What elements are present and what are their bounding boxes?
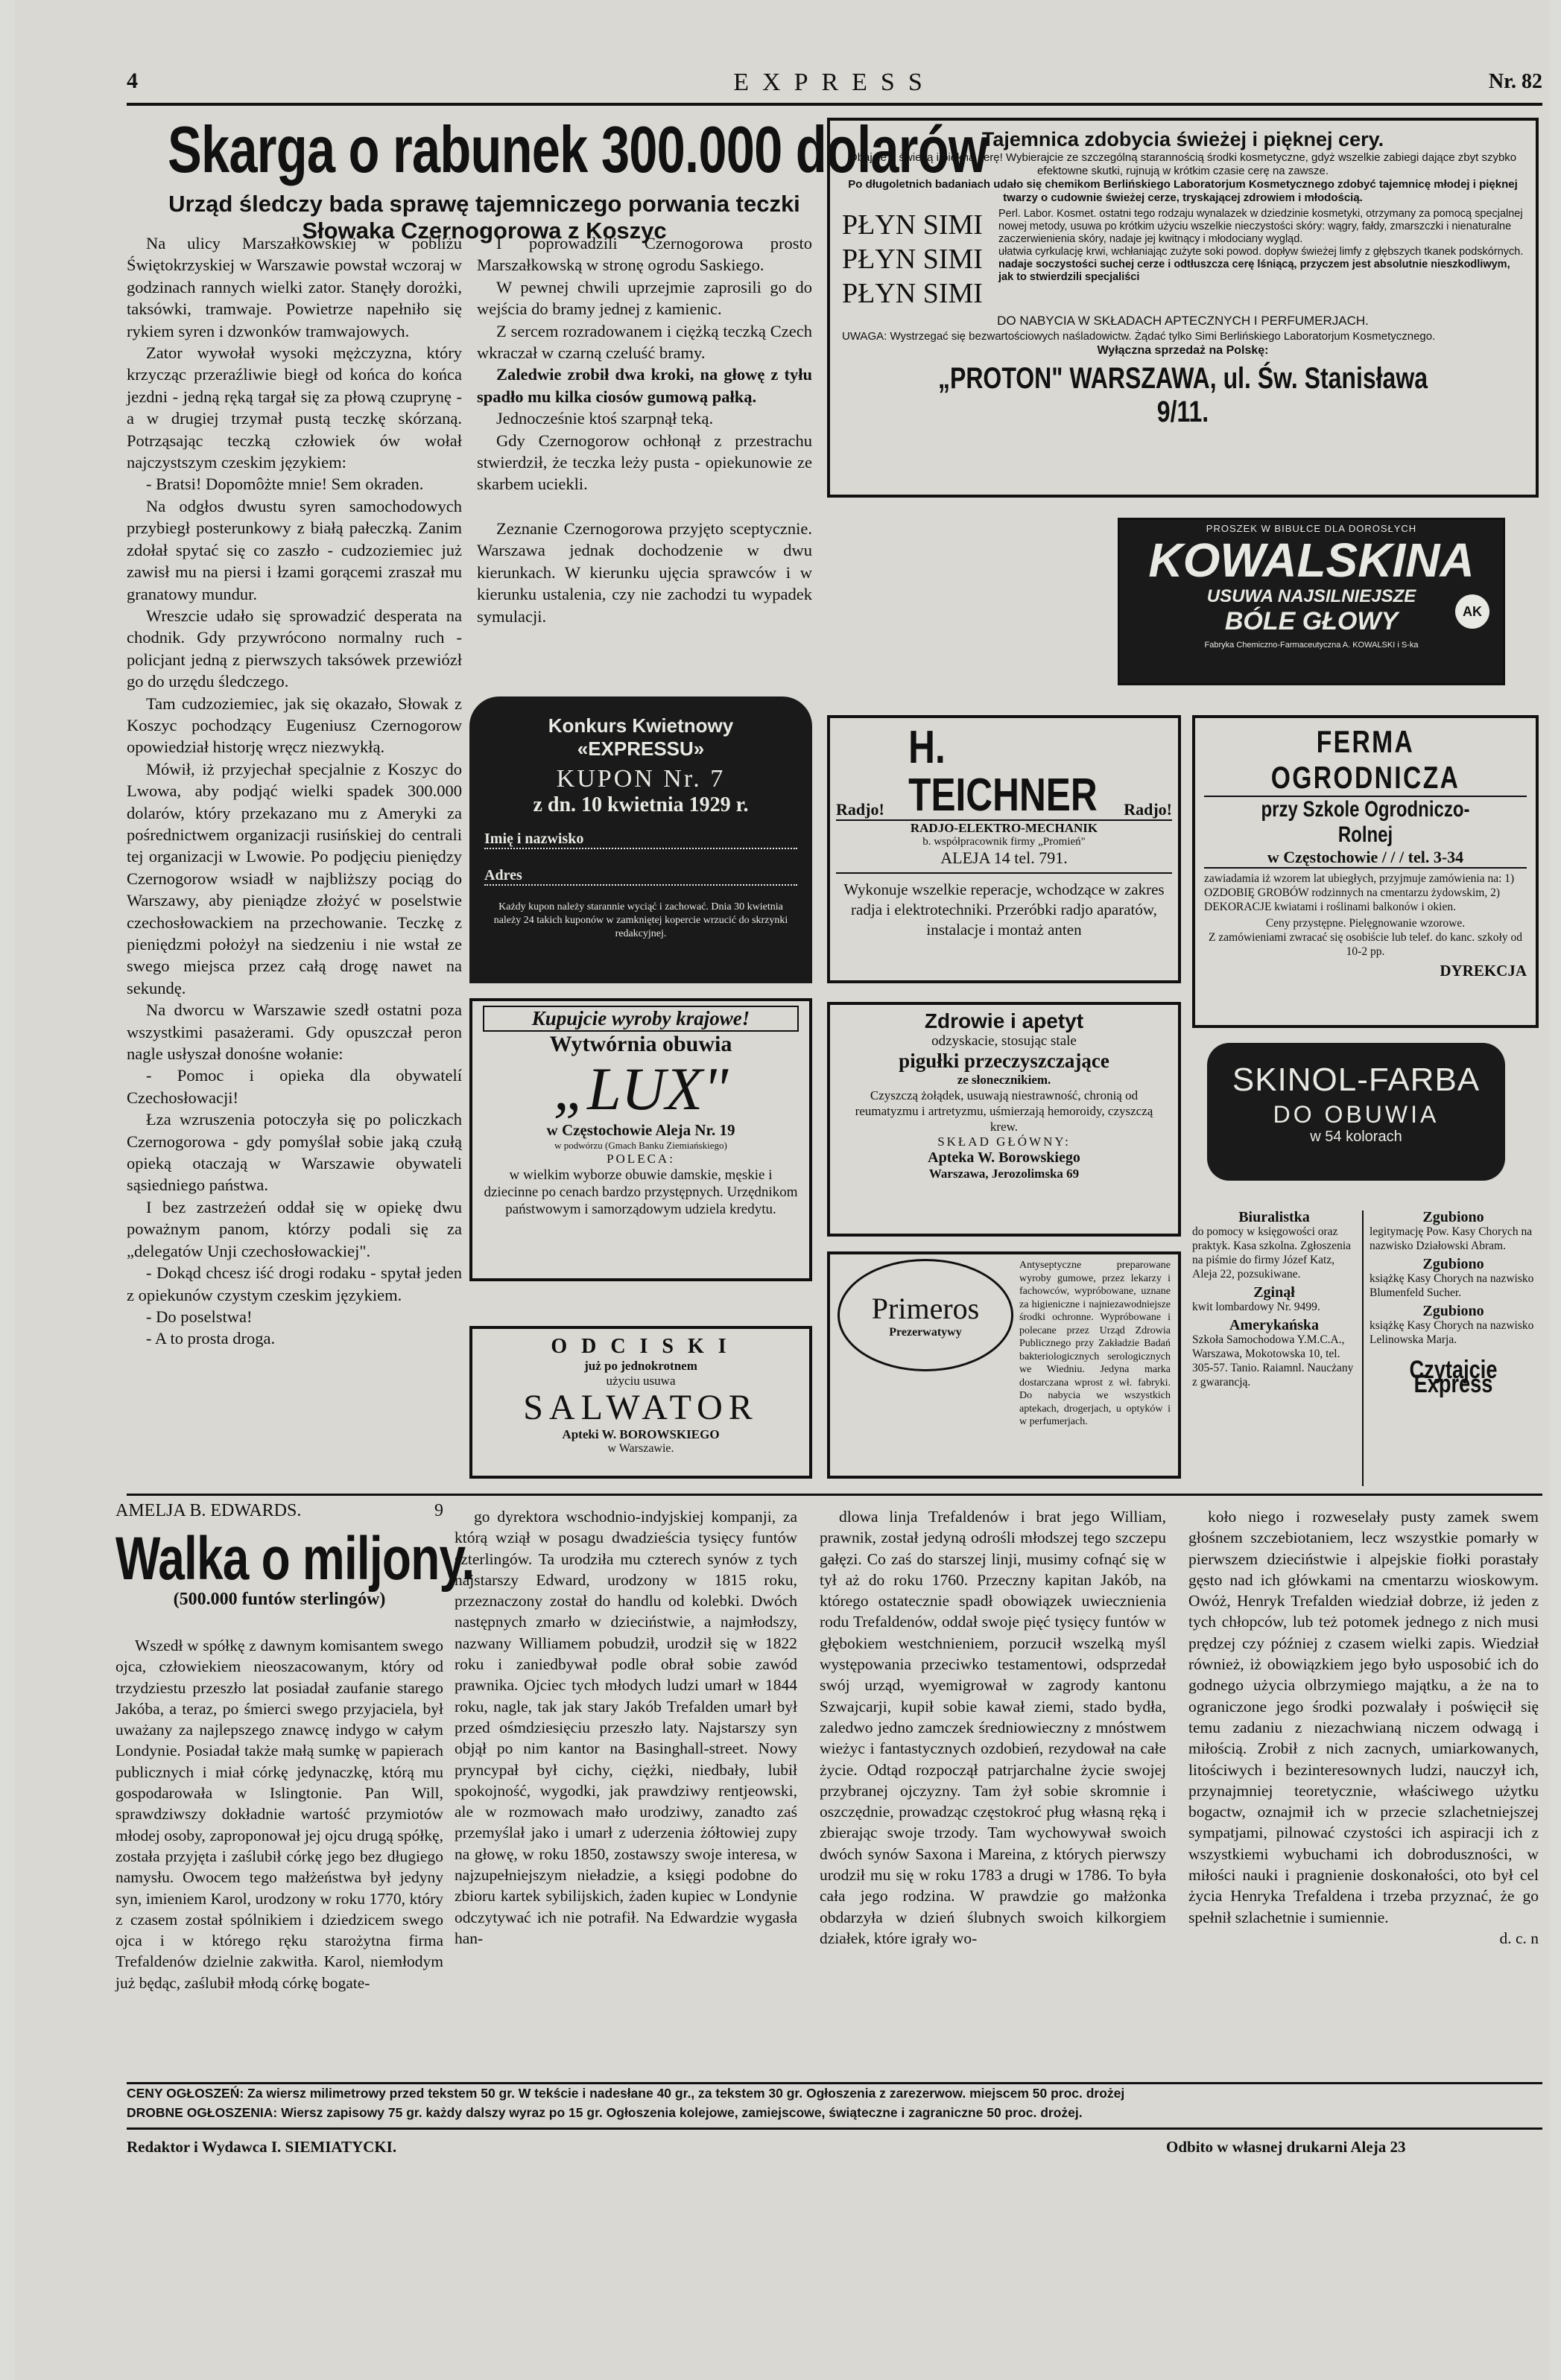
- product-name: PŁYN SIMI: [842, 209, 983, 241]
- main-headline: Skarga o rabunek 300.000 dolarów: [168, 112, 988, 186]
- ad-signature: DYREKCJA: [1440, 962, 1527, 980]
- serial-subtitle: (500.000 funtów sterlingów): [173, 1590, 386, 1609]
- section-rule: [127, 1494, 1542, 1496]
- ad-subtitle: przy Szkole Ogrodniczo-Rolnej: [1261, 797, 1470, 847]
- main-story-col2: [477, 232, 812, 627]
- paragraph: - Bratsi! Dopomôżte mnie! Sem okraden.: [146, 475, 424, 494]
- address-field-label: Adres: [484, 867, 797, 886]
- ad-text: USUWA NAJSILNIEJSZE: [1206, 586, 1416, 606]
- footer-rule: [127, 2082, 1542, 2084]
- paragraph: Łza wzruszenia potoczyła się po policzkach Czernogorowa - gdy pomyślał sobie jaką czułą opieką otaczają w Warszawie obywateli sąsiedniego państwa.: [127, 1110, 462, 1195]
- classified-title: Biuralistka: [1238, 1209, 1310, 1225]
- ad-address: w Warszawie.: [607, 1442, 674, 1455]
- ad-text: b. współpracownik firmy „Promień": [922, 836, 1086, 848]
- paragraph: Tam cudzoziemiec, jak się okazało, Słowak z Koszyc pochodzący Eugeniusz Czernogorow opowiedział historję wręcz niezwykłą.: [127, 694, 462, 757]
- paragraph: - Dokąd chcesz iść drogi rodaku - spytał jeden z opiekunów czystym czeskim językiem.: [127, 1263, 462, 1304]
- ad-plyn-simi: [827, 118, 1539, 498]
- main-subheadline: Urząd śledczy bada sprawę tajemniczego porwania teczki Słowaka Czernogorowa z Koszyc: [168, 191, 800, 244]
- ad-title: FERMA OGRODNICZA: [1270, 724, 1460, 795]
- page-number: 4: [127, 69, 138, 93]
- ad-prices-line2: DROBNE OGŁOSZENIA: Wiersz zapisowy 75 gr. każdy dalszy wyraz po 15 gr. Ogłoszenia kolejowe, zamiejscowe, świąteczne i zagraniczne 50 proc. drożej.: [127, 2105, 1083, 2120]
- ad-text: Dbajcie o świeżą i piękną cerę! Wybierajcie ze szczególną starannością środki kosmetyczne, gdyż wszelkie zabiegi dające zbyt szybko efektowne skutki, rujnują w krótkim czasie cerę na zawsze.: [849, 151, 1517, 177]
- brand-name: SKINOL-FARBA: [1232, 1062, 1481, 1098]
- coupon-note: Każdy kupon należy starannie wyciąć i zachować. Dnia 30 kwietnia należy 24 takich kuponów w zamkniętej kopercie wrzucić do skrzynki redakcyjnej.: [493, 901, 788, 939]
- product-name: pigułki przeczyszczające: [899, 1050, 1109, 1072]
- name-field-label: Imię i nazwisko: [484, 831, 797, 849]
- coupon-date: z dn. 10 kwietnia 1929 r.: [533, 793, 749, 816]
- serial-title: Walka o miljony.: [115, 1525, 475, 1593]
- ad-text: nadaje soczystości suchej cerze i odtłuszcza cerę lśniącą, przyczem jest absolutnie nieszkodliwym, jak to stwierdzili specjaliści: [998, 258, 1510, 283]
- paragraph: dlowa linja Trefaldenów i brat jego William, prawnik, został jedyną odrośli młodszej tego szczepu gałęzi. Co zaś do starszej linji, musimy cofnąć się w tył aż do roku 1760. Przeczny kapitan Jakób, na którego ostatecznie spadł obowiązek uwiecznienia rodu Trefaldenów, oddał swoje pięć tysięcy funtów w głębokiem westchnieniem, porzucił wszelką myśl występowania przeciwko testamentowi, odsprzedał swój urząd, wyemigrował w zagrody kantonu Szwajcarji, kupił sobie kawał ziemi, stado bydła, zaledwo jedno zamczek średniowieczny z mnóstwem wieżyc i fantastycznych ozdobień, rezydował na całe życie. Odtąd rozpoczął patrjarchalne życie swojej przybranej ojczyzny. Tam żył sobie skromnie i oszczędnie, prowadząc częstokroć pług własną ręką i zbierając swoje trzody. Tam wychowywał swoich dwóch synów Saxona i Mareinа, z których pierwszy urodził mu się w roku 1783 a drugi w 1786. To była cała jego rodzina. W prawdzie go małżonka obdarzyła w dzień ślubnych swoich kilkorgiem działek, które igrały wo-: [820, 1508, 1166, 1947]
- ad-text: Z zamówieniami zwracać się osobiście lub telef. do kanc. szkoły od 10-2 pp.: [1209, 931, 1522, 958]
- ad-ferma-ogrodnicza: [1192, 715, 1539, 1028]
- ad-title: O D C I S K I: [551, 1335, 731, 1358]
- paragraph: - Pomoc i opieka dla obywatelí Czechosłowacji!: [127, 1066, 462, 1107]
- ad-text: Perl. Labor. Kosmet. ostatni tego rodzaju wynalazek w dziedzinie kosmetyki, otrzymany za pomocą specjalnej nowej metody, usuwa po krótkim użyciu wszelkie nieczystości skóry: wągry, fałdy, zmarszczki i nienaturalne zaczerwienienia skóry, nadaje jej kwitnący i młodociany wygląd.: [998, 208, 1523, 245]
- newspaper-page: [15, 0, 1550, 2380]
- footer-rule-2: [127, 2127, 1542, 2130]
- masthead-title: EXPRESS: [733, 69, 936, 96]
- classified-text: Szkoła Samochodowa Y.M.C.A., Warszawa, Mokotowska 10, tel. 305-57. Tanio. Raiamnl. Naucżany z gwarancją.: [1192, 1333, 1354, 1389]
- ad-title: Kupujcie wyroby krajowe!: [483, 1006, 799, 1032]
- serial-col3: [820, 1506, 1166, 1949]
- classified-text: legitymację Pow. Kasy Chorych na nazwisko Działowski Abram.: [1370, 1225, 1533, 1252]
- product-name: PŁYN SIMI: [842, 244, 983, 275]
- ad-text: Fabryka Chemiczno-Farmaceutyczna A. KOWALSKI i S-ka: [1204, 641, 1419, 650]
- editor-credit: Redaktor i Wydawca I. SIEMIATYCKI.: [127, 2138, 397, 2156]
- serial-author: AMELJA B. EDWARDS.: [115, 1501, 302, 1520]
- ad-address: w Częstochowie Aleja Nr. 19: [546, 1121, 735, 1139]
- serial-episode: 9: [434, 1501, 443, 1520]
- paragraph: Zaledwie zrobił dwa kroki, na głowę z tyłu spadło mu kilka ciosów gumową pałką.: [477, 365, 812, 406]
- paragraph: Zeznanie Czernogorowa przyjęto sceptycznie. Warszawa jednak dochodzenie w dwu kierunkach. W kierunku ujęcia sprawców i w kierunku ustalenia, czy nie zachodzi tu wypadek symulacji.: [477, 518, 812, 626]
- paragraph: - A to prosta droga.: [146, 1329, 276, 1348]
- paragraph: W pewnej chwili uprzejmie zaprosili go do wejścia do bramy jednej z kamienic.: [477, 277, 812, 319]
- paragraph: Gdy Czernogorow ochłonął z przestrachu stwierdził, że teczka leży pusta - opiekunowie ze skarbem uciekli.: [477, 431, 812, 494]
- brand-name: „LUX": [553, 1055, 729, 1123]
- ad-primeros: [827, 1251, 1181, 1479]
- serial-col1: [115, 1635, 443, 1993]
- ad-text: Radjo!: [1124, 800, 1172, 819]
- paragraph: Zator wywołał wysoki mężczyzna, który krzycząc przeraźliwie biegł od końca do końca jezdni - jedną ręką targał się za płową czuprynę - a w drugiej trzymał pustą teczkę skórzaną. Potrząsając teczką człowiek ów wołał najczystszym czeskim językiem:: [127, 343, 462, 472]
- ad-text: Prezerwatywy: [889, 1326, 962, 1339]
- classified-text: książkę Kasy Chorych na nazwisko Blumenfeld Sucher.: [1370, 1272, 1534, 1299]
- classifieds-divider: [1362, 1210, 1364, 1486]
- ad-address: ALEJA 14 tel. 791.: [836, 848, 1172, 874]
- ad-text: Wykonuje wszelkie reperacje, wchodzące w zakres radja i elektrotechniki. Przeróbki radjo aparatów, instalacje i montaż anten: [843, 880, 1165, 939]
- classified-title: Zgubiono: [1422, 1303, 1484, 1319]
- ad-text: już po jednokrotnem: [584, 1359, 697, 1373]
- continued-note: d. c. n: [1499, 1929, 1539, 1947]
- paragraph: go dyrektora wschodnio-indyjskiej kompanji, za którą wziął w posagu dwadzieścia tysięcy funtów szterlingów. Ta urodziła mu czterech synów z tych najstarszy Edward, urodzony w 1815 roku, przeznaczony został do handlu od kolebki. Dwóch następnych zmarło w dzieciństwie, a najmłodszy, nazwany Williamem pobudził, urodził się w 1822 roku i zaniedbywał podle obrał sobie zawód prawnika. Ojciec tych młodych ludzi umarł w 1844 roku, nagle, tak jak stary Jakób Trefalden umarł był przed ośmdziesięciu przeszło laty. Najstarszy syn objął po nim kantor na Basinghall-street. Nowy pryncypał był cichy, ciężki, niedbały, lubił spokojność, wygodki, jak prawdziwy rentjeowski, ale w rozmowach mało urodziwy, zanadto zaś przemyślał jako i umarł z uderzenia żółtowiej zupy na głowę, w roku 1850, zostawszy swoje interesa, w najzupełniejszym nieładzie, a księgi podobne do zbioru kartek sybilijskich, żaden kupiec w Londynie odczytywać ich nie potrafił. Na Edwardzie wygasła han-: [455, 1508, 797, 1947]
- ad-subtitle: Wytwórnia obuwia: [549, 1032, 732, 1056]
- ad-text: Radjo!: [836, 800, 884, 819]
- ad-text: Wyłączna sprzedaż na Polskę:: [1097, 344, 1269, 357]
- ad-kowalskina: [1118, 518, 1505, 685]
- ad-text: w wielkim wyborze obuwie damskie, męskie i dziecinne po cenach bardzo przystępnych. Urzędnikom państwowym i samorządowym udziela kredytu.: [484, 1167, 798, 1217]
- serial-col4: [1188, 1506, 1539, 1949]
- paragraph: - Do poselstwa!: [146, 1307, 253, 1326]
- ad-address: Warszawa, Jerozolimska 69: [928, 1167, 1080, 1181]
- ad-text: DO OBUWIA: [1273, 1101, 1440, 1128]
- czytajcie-express: Czytajcie Express: [1409, 1356, 1498, 1398]
- ad-teichner: [827, 715, 1181, 983]
- ad-text: Czyszczą żołądek, usuwają niestrawność, chronią od reumatyzmu i artretyzmu, uśmierzają hemoroidy, czyszczą krew.: [855, 1088, 1153, 1134]
- ad-title: Tajemnica zdobycia świeżej i pięknej cery.: [981, 128, 1384, 150]
- ad-text: Apteki W. BOROWSKIEGO: [562, 1427, 720, 1441]
- ad-text: Apteka W. Borowskiego: [928, 1149, 1080, 1166]
- ad-text: POLECA:: [607, 1152, 675, 1166]
- paragraph: Na odgłos dwustu syren samochodowych przybiegł posterunkowy z białą pałeczką. Zanim zdołał spytać się co zaszło - cudzoziemiec już zawisł mu na piersi i łzami gorącemi zraszał mu granatowy mundur.: [127, 496, 462, 603]
- issue-number: Nr. 82: [1488, 70, 1542, 93]
- ad-title: Zdrowie i apetyt: [924, 1009, 1084, 1032]
- ad-text: Antyseptyczne preparowane wyroby gumowe, przez lekarzy i fachowców, wypróbowane, uznane za higieniczne i najniezawodniejsze środki ochronne. Wypróbowane i polecane przez Urząd Zdrowia Publicznego przy Zakładzie Badań bakteriologicznych serologicznych we Wiedniu. Jedyna marka dostarczana wprost z wł. fabryki. Do nabycia we wszystkich aptekach, drogerjach, u optyków i w perfumerjach.: [1019, 1260, 1171, 1427]
- ad-skinol-farba: [1207, 1043, 1505, 1181]
- ad-text: ułatwia cyrkulację krwi, wchłaniając zużyte soki powod. dopływ świeżej limfy z głębszych tkanek podskórnych.: [998, 246, 1524, 258]
- business-name: H. TEICHNER: [908, 722, 1098, 821]
- printer-credit: Odbito w własnej drukarni Aleja 23: [1166, 2138, 1406, 2156]
- classified-title: Amerykańska: [1229, 1317, 1319, 1333]
- brand-name: SALWATOR: [523, 1388, 759, 1427]
- brand-name: KOWALSKINA: [1148, 533, 1475, 587]
- page-header: [127, 69, 1542, 98]
- ad-text: Ceny przystępne. Pielęgnowanie wzorowe.: [1265, 917, 1466, 930]
- paragraph: Na ulicy Marszałkowskiej w pobliżu Świętokrzyskiej w Warszawie powstał wczoraj w godzinach rannych wielki zator. Stanęły dorożki, taksówki, tramwaje. Powietrze napełniło się rykiem syren i dzwonków tramwajowych.: [127, 234, 462, 340]
- ak-seal-icon: AK: [1455, 594, 1489, 629]
- paragraph: Mówił, iż przyjechał specjalnie z Koszyc do Lwowa, aby podjąć wielki spadek 300.000 dolarów, który przekazano mu z Ameryki za pośrednictwem organizacji rusińskiej do centrali tej organizacji w Lwowie. Po podjęciu pieniędzy Czernogorow wsiadł w najbliższy pociąg do Warszawy, aby pieniądze złożyć w poselstwie czechosłowackiem na przechowanie. Teczkę z pieniędzmi położył na siedzeniu i nie wstał ze swego miejsca przez całą drogę nawet na sekundę.: [127, 759, 462, 997]
- ad-text: Po długoletnich badaniach udało się chemikom Berlińskiego Laboratorjum Kosmetycznego zdobyć tajemnicę młodej i pięknej twarzy o cudownie świeżej cerze, tryskającej zdrowiem i młodością.: [848, 178, 1518, 204]
- coupon-number: KUPON Nr. 7: [556, 765, 726, 793]
- serial-header: [115, 1501, 475, 1610]
- main-story-col1: [127, 232, 462, 1350]
- ad-text: zawiadamia iż wzorem lat ubiegłych, przyjmuje zamówienia na: 1) OZDOBIĘ GROBÓW rodzinnych na cmentarzu żydowskim, 2) DEKORACJE kwiatami i roślinami balkonów i okien.: [1204, 872, 1515, 913]
- paragraph: I bez zastrzeżeń oddał się w opiekę dwu poważnym panom, którzy podali się za „delegatów Unji czechosłowackiej".: [127, 1197, 462, 1260]
- ad-text: BÓLE GŁOWY: [1224, 607, 1399, 635]
- classifieds-col1: [1192, 1210, 1356, 1389]
- coupon-title: Konkurs Kwietnowy «EXPRESSU»: [548, 714, 734, 760]
- classified-text: książkę Kasy Chorych na nazwisko Lelinowska Marja.: [1370, 1319, 1534, 1346]
- ad-text: DO NABYCIA W SKŁADACH APTECZNYCH I PERFUMERJACH.: [997, 314, 1369, 328]
- classified-text: kwit lombardowy Nr. 9499.: [1192, 1301, 1320, 1313]
- ad-prices-line1: CENY OGŁOSZEŃ: Za wiersz milimetrowy przed tekstem 50 gr. W tekście i nadesłane 40 gr., za tekstem 30 gr. Ogłoszenia z zarezerwow. miejscem 50 proc. drożej: [127, 2086, 1125, 2101]
- ad-text: w 54 kolorach: [1310, 1129, 1402, 1145]
- paragraph: Jednocześnie ktoś szarpnął teką.: [496, 409, 714, 428]
- ad-text: RADJO-ELEKTRO-MECHANIK: [836, 819, 1172, 836]
- paragraph: Z sercem rozradowanem i ciężką teczką Czech wkraczał w czarną czeluść bramy.: [477, 321, 812, 363]
- classified-text: do pomocy w księgowości oraz praktyk. Kasa szkolna. Zgłoszenia na piśmie do firmy Józef Katz, Aleja 22, pozsukiwane.: [1192, 1225, 1352, 1281]
- serial-col2: [455, 1506, 797, 1949]
- paragraph: I poprowadzili Czernogorowa prosto Marszałkowską w stronę ogrodu Saskiego.: [477, 234, 812, 275]
- ad-text: w Częstochowie / / / tel. 3-34: [1204, 848, 1527, 869]
- ad-text: SKŁAD GŁÓWNY:: [937, 1135, 1071, 1149]
- paragraph: koło niego i rozweselały pusty zamek swem głośnem szczebiotaniem, lecz wszystkie pomarły w pierwszem dzieciństwie i alpejskie fiołki porastały gęsto nad ich główkami na cmentarzu wioskowym. Owóż, Henryk Trefalden wiedział dobrze, iż jeden z tych chłopców, lub też potomek jednego z nich musi prędzej czy później z czasem wielki zapis. Wiedział również, iż obowiązkiem jego było usposobić ich do godnego użycia olbrzymiego majątku, a że na to ograniczone jego środki pozwalały i poświęcił się temu zadaniu z niezachwianą niczem odwagą i miłością. Zrobił z nich zacnych, umiarkowanych, litościwych i bezinteresownych ludzi, nauczył ich, przynajmniej teoretycznie, właściwego użytku bogactw, oznajmił ich w przecie szlachetniejszej sympatjami, pilnować czystości ich aspiracji ich z wszystkiemi wybuchami ich dobroduszności, w miłości nauki i pragnienie doskonałości, oto był cel życia Henryka Trefaldena i trzeba przyznać, że go spełnił szlachetnie i sumiennie.: [1188, 1508, 1539, 1926]
- ad-text: UWAGA: Wystrzegać się bezwartościowych naśladowictw. Żądać tylko Simi Berlińskiego Laboratorjum Kosmetycznego.: [842, 330, 1436, 343]
- ad-text: odzyskacie, stosując stale: [931, 1033, 1077, 1049]
- classified-title: Zgubiono: [1422, 1256, 1484, 1272]
- paragraph: Wreszcie udało się sprowadzić desperata na chodnik. Gdy przywrócono normalny ruch - policjant jedną z pierwszych taksówek przewiózł go do urzędu śledczego.: [127, 606, 462, 691]
- classified-title: Zgubiono: [1422, 1209, 1484, 1225]
- ad-salwator-odciski: [469, 1326, 812, 1479]
- product-name: PŁYN SIMI: [842, 278, 983, 309]
- ad-zdrowie-apetyt: [827, 1002, 1181, 1237]
- ad-text: w podwórzu (Gmach Banku Ziemiańskiego): [554, 1140, 727, 1151]
- ad-text: użyciu usuwa: [606, 1374, 676, 1388]
- paragraph: Wszedł w spółkę z dawnym komisantem swego ojca, człowiekiem nieoszacowanym, który od trzydziestu przeszło lat posiadał zaufanie starego Jakóba, a teraz, po śmierci swego przyjaciela, był uważany za najlepszego znawcę indygo w całym Londynie. Posiadał także małą sumkę w papierach publicznych i miał córkę jedynaczkę, którą mu gospodarowała w Islingtonie. Pan Will, sprawdziwszy dokładnie wartość przymiotów młodej osoby, zaproponował jej ojcu drugą spółkę, została przyjęta i zaślubił córkę jego bez długiego namysłu. Owocem tego małżeństwa był jedyny syn, imieniem Karol, urodzony w roku 1770, który z czasem został spólnikiem i dziedzicem swego ojca i w którego ręku starożytna firma Trefaldenów dzielnie zakwitła. Karol, niemłodym już będąc, zaślubił młodą córkę bogate-: [115, 1637, 443, 1992]
- classified-title: Zginął: [1253, 1284, 1295, 1301]
- ad-text: PROSZEK W BIBUŁCE DLA DOROSŁYCH: [1206, 523, 1417, 534]
- paragraph: Na dworcu w Warszawie szedł ostatni poza wszystkimi pasażerami. Gdy opuszczał peron nagle usłyszał donośne wołanie:: [127, 1000, 462, 1064]
- ad-lux-obuwie: [469, 998, 812, 1281]
- ad-address: „PROTON" WARSZAWA, ul. Św. Stanisława 9/11.: [937, 362, 1428, 428]
- ad-text: ze słonecznikiem.: [957, 1073, 1051, 1087]
- classifieds-col2: [1370, 1209, 1537, 1398]
- header-rule: [127, 103, 1542, 106]
- ad-konkurs-coupon: [469, 696, 812, 983]
- brand-name: Primeros: [871, 1292, 980, 1325]
